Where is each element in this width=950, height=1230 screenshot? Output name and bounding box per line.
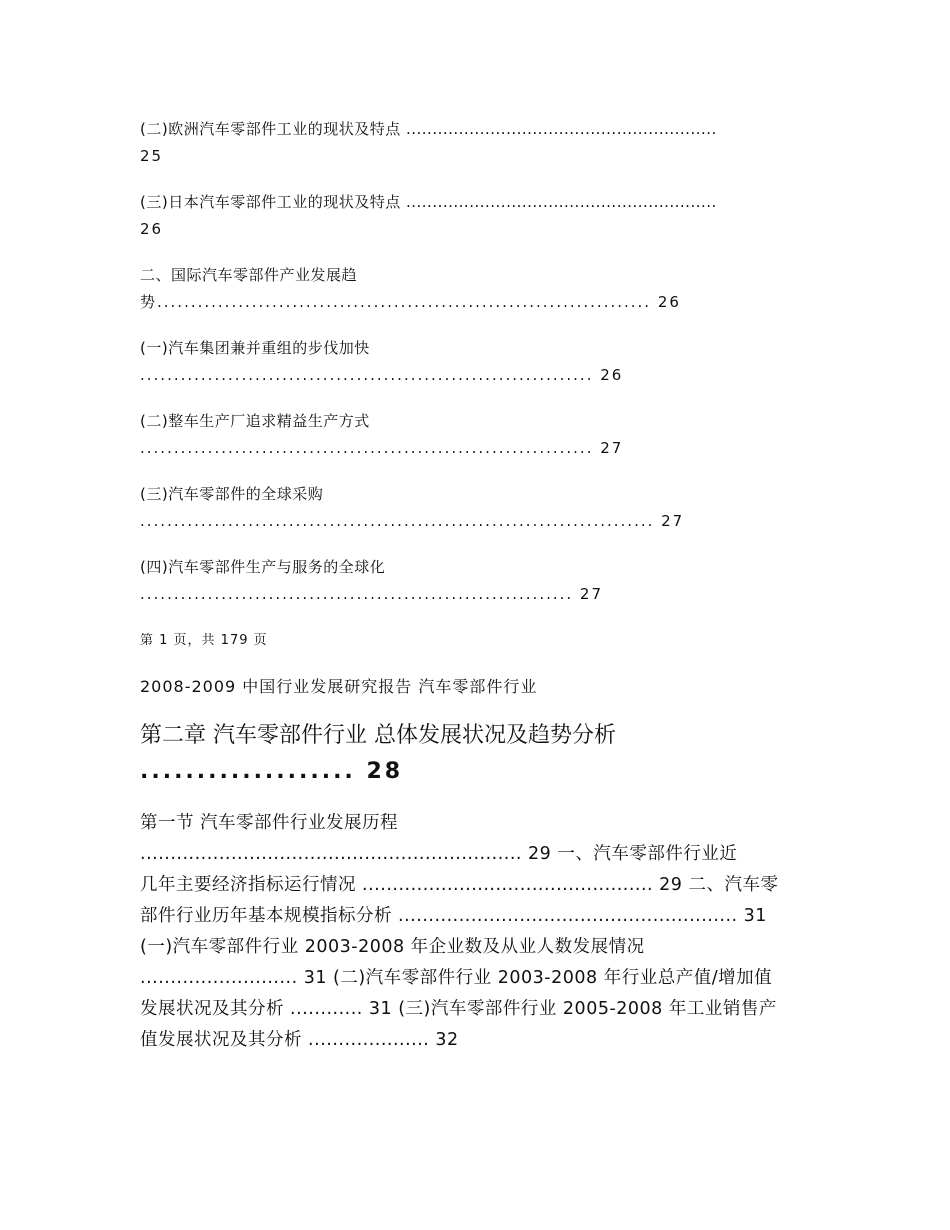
toc-entry-title: (三)汽车零部件的全球采购 (140, 485, 324, 503)
toc-entry-page: ................................................................ 27 (140, 585, 604, 603)
toc-entry-page: 26 (140, 220, 164, 238)
toc-entry-title: (二)整车生产厂追求精益生产方式 (140, 412, 370, 430)
toc-entry[interactable] (140, 262, 820, 316)
document-page (140, 0, 820, 1230)
toc-entry-page: 25 (140, 147, 164, 165)
toc-entry-title: 二、国际汽车零部件产业发展趋 (140, 266, 358, 284)
chapter-heading[interactable] (140, 718, 616, 790)
section-line[interactable]: 值发展状况及其分析 .................... 32 (140, 1030, 459, 1050)
chapter-title: 第二章 汽车零部件行业 总体发展状况及趋势分析 (140, 723, 616, 748)
toc-entry[interactable] (140, 335, 820, 389)
toc-entry[interactable] (140, 408, 820, 462)
section-line[interactable]: 发展状况及其分析 ............ 31 (三)汽车零部件行业 2005-2008 年工业销售产 (140, 999, 777, 1019)
toc-entry[interactable] (140, 189, 820, 243)
chapter-page: ................... 28 (140, 759, 404, 784)
toc-entry-page: 势......................................................................... 26 (140, 293, 681, 311)
toc-entry[interactable] (140, 481, 820, 535)
toc-entry-page: ............................................................................ 27 (140, 512, 685, 530)
toc-entry-title: (二)欧洲汽车零部件工业的现状及特点 ........................................................... (140, 120, 717, 138)
section-line[interactable]: 几年主要经济指标运行情况 ................................................ 29 二、汽车零 (140, 875, 779, 895)
section-line[interactable]: .......................... 31 (二)汽车零部件行业 2003-2008 年行业总产值/增加值 (140, 968, 773, 988)
toc-entry[interactable] (140, 116, 820, 170)
toc-entry-title: (三)日本汽车零部件工业的现状及特点 ........................................................... (140, 193, 717, 211)
toc-entry-title: (一)汽车集团兼并重组的步伐加快 (140, 339, 370, 357)
page-footer: 第 1 页，共 179 页 (140, 633, 268, 648)
section-title[interactable]: 第一节 汽车零部件行业发展历程 (140, 813, 399, 833)
running-header: 2008-2009 中国行业发展研究报告 汽车零部件行业 (140, 677, 538, 696)
toc-entry-title: (四)汽车零部件生产与服务的全球化 (140, 558, 386, 576)
toc-entry[interactable] (140, 554, 820, 608)
section-block (140, 808, 778, 1056)
toc-entry-page: ................................................................... 26 (140, 366, 624, 384)
toc-entry-page: ................................................................... 27 (140, 439, 624, 457)
section-line[interactable]: ............................................................... 29 一、汽车零部件行业近 (140, 844, 738, 864)
section-line[interactable]: (一)汽车零部件行业 2003-2008 年企业数及从业人数发展情况 (140, 937, 645, 957)
section-line[interactable]: 部件行业历年基本规模指标分析 ........................................................ 31 (140, 906, 767, 926)
